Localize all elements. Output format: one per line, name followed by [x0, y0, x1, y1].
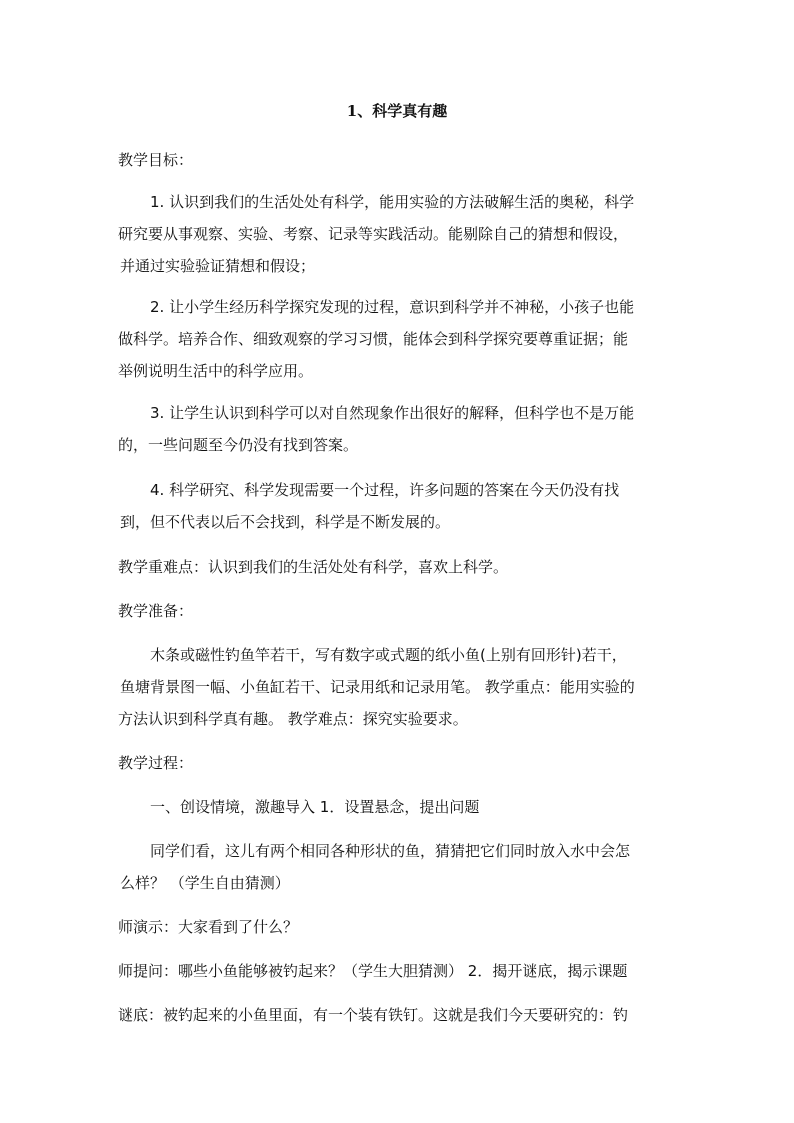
teacher-question: 师提问：哪些小鱼能够被钓起来？（学生大胆猜测） 2．揭开谜底，揭示课题: [118, 962, 628, 980]
objective-1-line-1: 1. 认识到我们的生活处处有科学，能用实验的方法破解生活的奥秘，科学: [150, 193, 635, 211]
preparation-line-2: 鱼塘背景图一幅、小鱼缸若干、记录用纸和记录用笔。 教学重点：能用实验的: [120, 678, 635, 696]
process-question-line-2: 么样？ （学生自由猜测）: [120, 874, 290, 892]
objective-2-line-1: 2. 让小学生经历科学探究发现的过程，意识到科学并不神秘，小孩子也能: [150, 298, 635, 316]
objective-2-line-3: 举例说明生活中的科学应用。: [118, 362, 314, 380]
objective-3-line-1: 3. 让学生认识到科学可以对自然现象作出很好的解释，但科学也不是万能: [150, 404, 635, 422]
section-heading-process: 教学过程：: [118, 754, 194, 772]
objective-2-line-2: 做科学。培养合作、细致观察的学习习惯，能体会到科学探究要尊重证据；能: [118, 330, 629, 348]
preparation-line-3: 方法认识到科学真有趣。 教学难点：探究实验要求。: [118, 710, 468, 728]
teacher-demo: 师演示：大家看到了什么？: [118, 918, 299, 936]
objective-1-line-2: 研究要从事观察、实验、考察、记录等实践活动。能剔除自己的猜想和假设，: [118, 225, 629, 243]
section-heading-preparation: 教学准备：: [118, 602, 194, 620]
key-difficulties: 教学重难点：认识到我们的生活处处有科学，喜欢上科学。: [118, 558, 509, 576]
objective-3-line-2: 的，一些问题至今仍没有找到答案。: [118, 436, 359, 454]
section-heading-objectives: 教学目标：: [118, 151, 194, 169]
process-step-1: 一、创设情境，激趣导入 1．设置悬念，提出问题: [150, 798, 480, 816]
objective-1-line-3: 并通过实验验证猜想和假设；: [120, 257, 316, 275]
process-question-line-1: 同学们看，这儿有两个相同各种形状的鱼，猜猜把它们同时放入水中会怎: [150, 842, 631, 860]
objective-4-line-1: 4. 科学研究、科学发现需要一个过程，许多问题的答案在今天仍没有找: [150, 481, 620, 499]
document-title: 1、科学真有趣: [346, 102, 448, 120]
objective-4-line-2: 到，但不代表以后不会找到，科学是不断发展的。: [120, 513, 451, 531]
preparation-line-1: 木条或磁性钓鱼竿若干，写有数字或式题的纸小鱼(上别有回形针)若干，: [150, 646, 627, 664]
answer-reveal: 谜底：被钓起来的小鱼里面，有一个装有铁钉。这就是我们今天要研究的：钓: [118, 1006, 629, 1024]
